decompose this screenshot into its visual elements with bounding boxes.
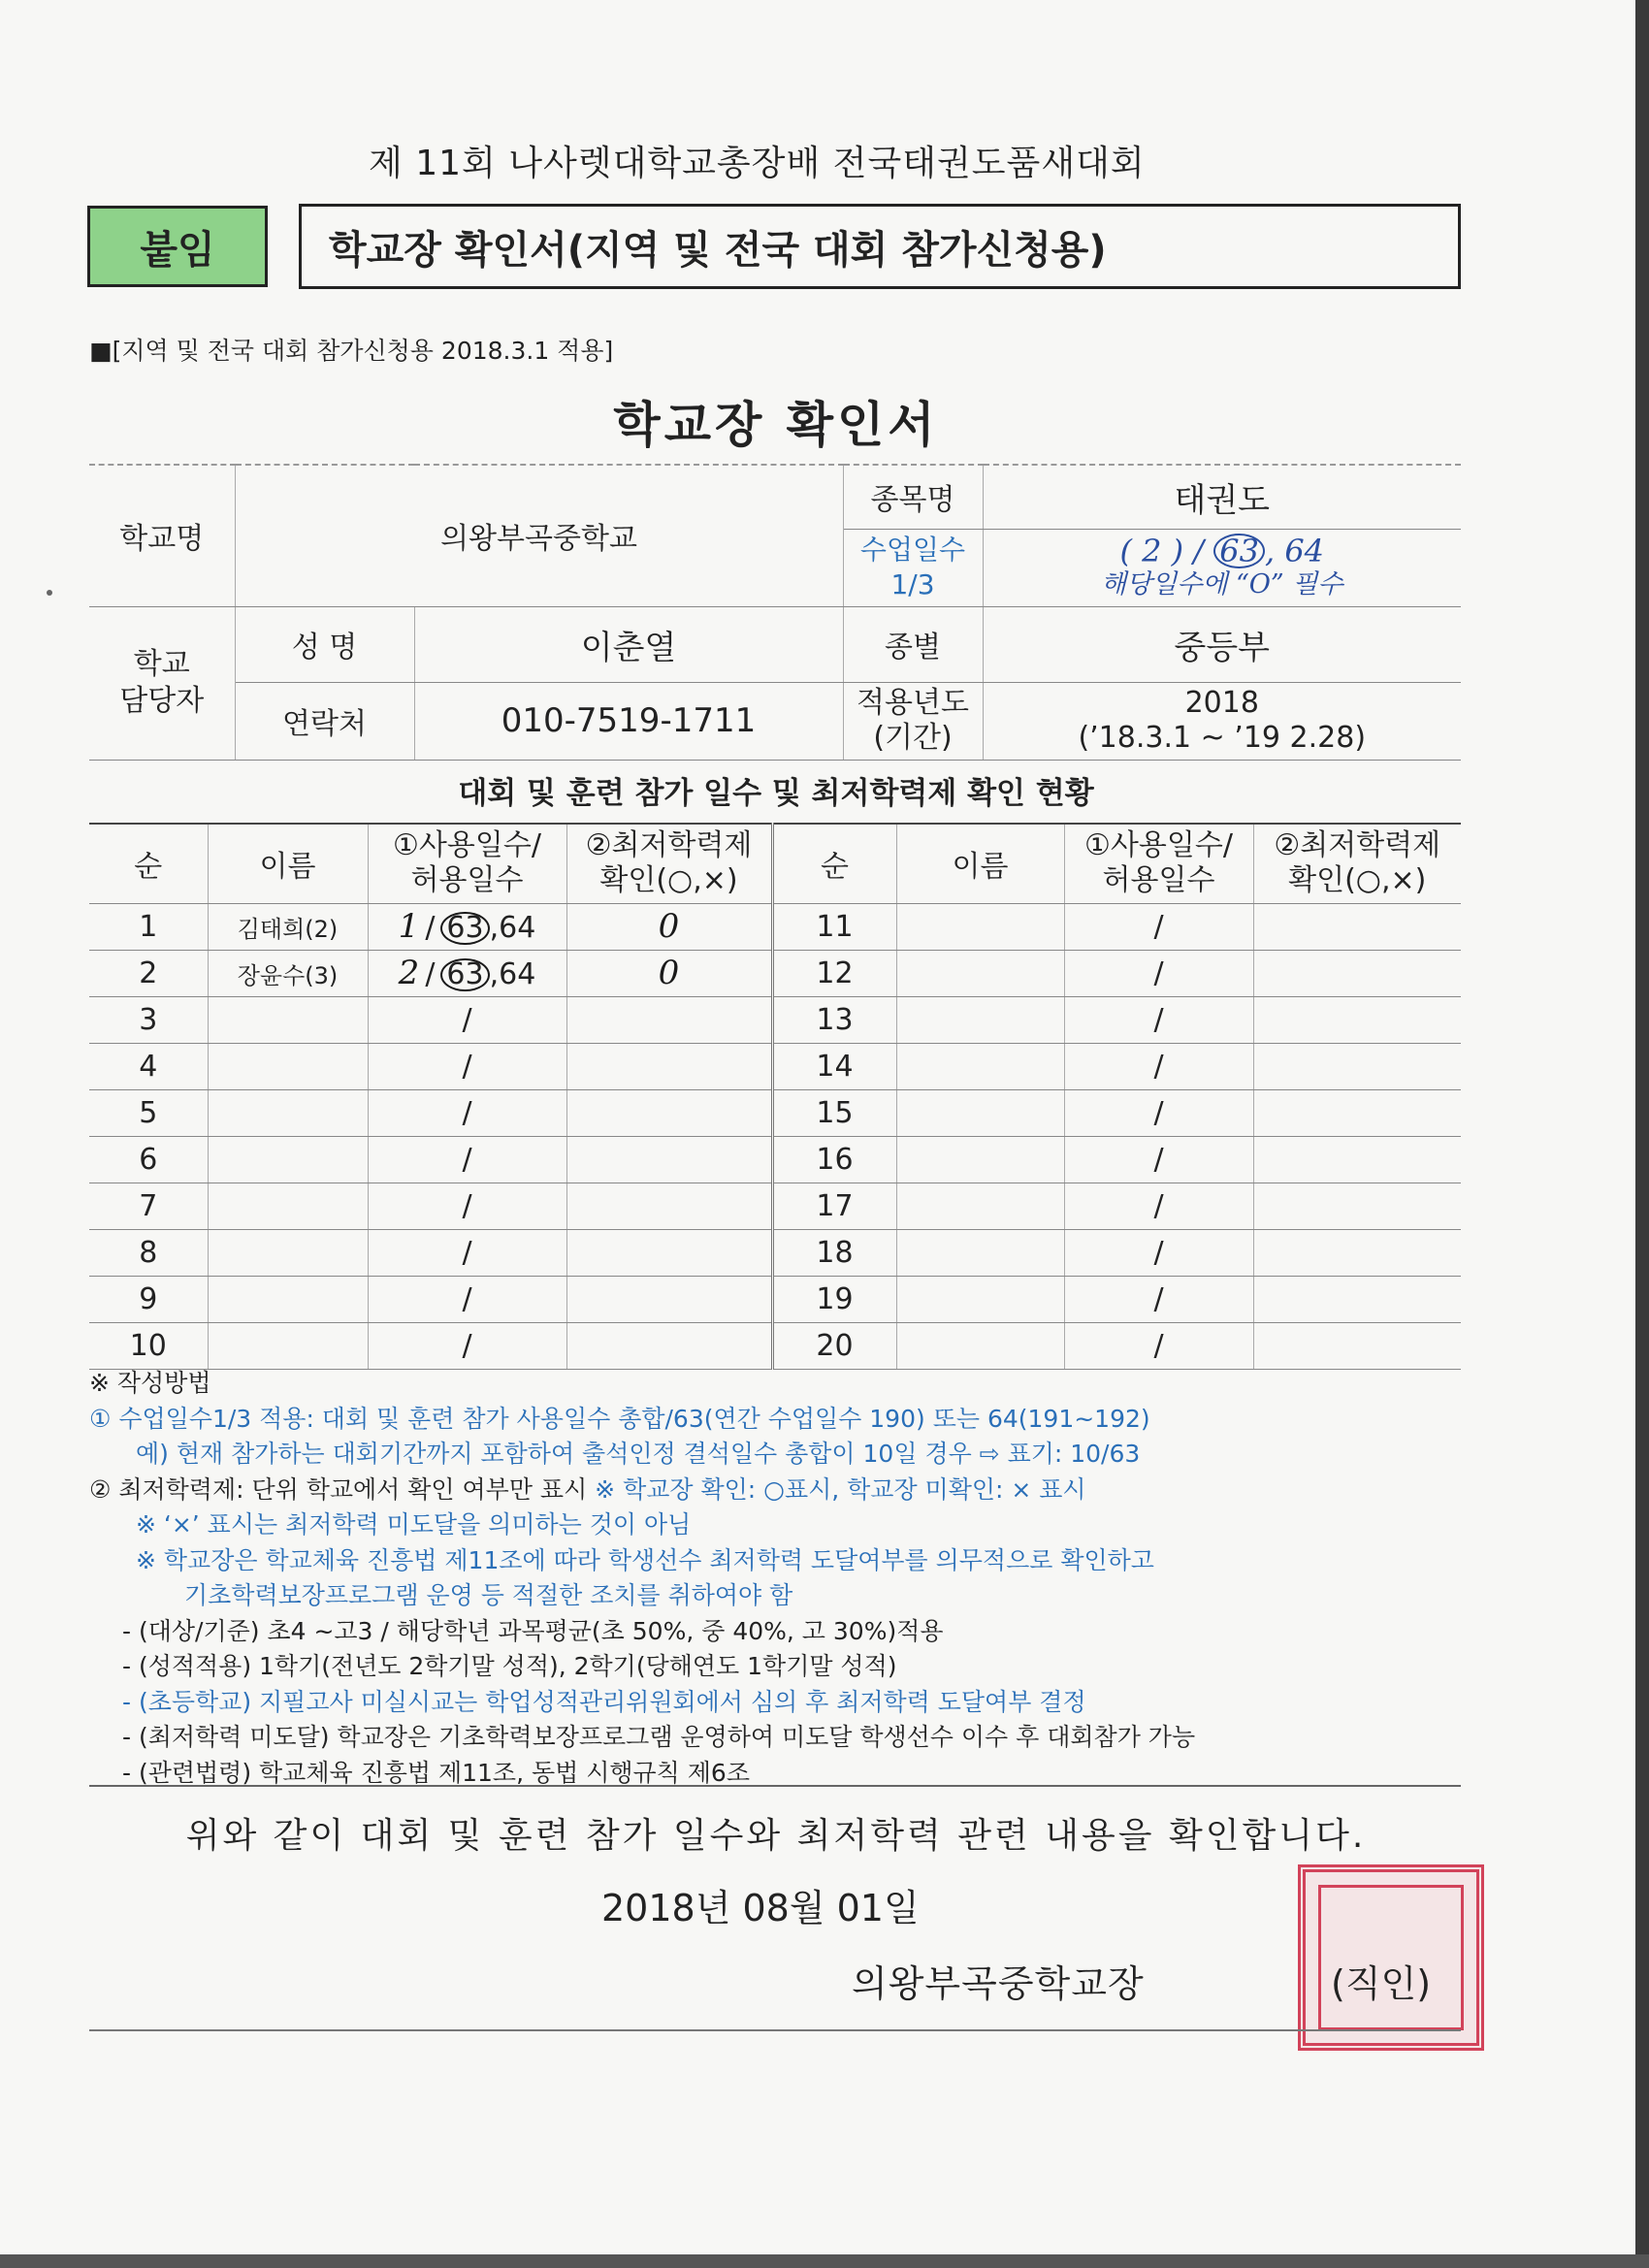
- row-number: 4: [89, 1043, 208, 1089]
- row-check: [566, 1322, 772, 1369]
- row-number: 20: [772, 1322, 896, 1369]
- name-value: 이춘열: [414, 606, 843, 682]
- roster-header-days-1: ①사용일수/: [393, 828, 541, 863]
- class-days-label: [843, 529, 983, 606]
- row-days-sep: /: [462, 1002, 472, 1037]
- table-row: [89, 1089, 1461, 1136]
- row-number: 9: [89, 1276, 208, 1322]
- instructions: [89, 1366, 1467, 1791]
- row-check: [1253, 1229, 1461, 1276]
- row-name: [896, 1322, 1064, 1369]
- row-days: /: [1064, 1136, 1253, 1183]
- row-number: 16: [772, 1136, 896, 1183]
- table-row: [89, 1136, 1461, 1183]
- row-name: [896, 1043, 1064, 1089]
- row-check: [1253, 950, 1461, 996]
- note-2: [89, 1473, 1467, 1508]
- row-days-used: 2: [398, 954, 420, 992]
- row-name: [208, 1183, 368, 1229]
- row-days-sep: /: [462, 1142, 472, 1177]
- row-check: [566, 1276, 772, 1322]
- roster-table: [89, 823, 1461, 1370]
- row-days-circled: 63: [440, 912, 489, 945]
- note-3: ※ ‘×’ 표시는 최저학력 미도달을 의미하는 것이 아님: [136, 1510, 692, 1539]
- manager-label: [89, 606, 235, 760]
- row-name: [896, 996, 1064, 1043]
- row-days-used: 1: [398, 907, 420, 946]
- row-days: [368, 950, 566, 996]
- division-label: 종별: [843, 606, 983, 682]
- scan-spot: [47, 590, 52, 596]
- confirmation-statement: 위와 같이 대회 및 훈련 참가 일수와 최저학력 관련 내용을 확인합니다.: [185, 1816, 1367, 1856]
- row-number: 10: [89, 1322, 208, 1369]
- row-name: [208, 1043, 368, 1089]
- row-number: 3: [89, 996, 208, 1043]
- class-days-hint: 해당일수에 “O” 필수: [1101, 569, 1343, 599]
- form-note: ■[지역 및 전국 대회 참가신청용 2018.3.1 적용]: [89, 337, 614, 365]
- note-4a: ※ 학교장은 학교체육 진흥법 제11조에 따라 학생선수 최저학력 도달여부를 의무적으로 확인하고: [136, 1545, 1154, 1574]
- row-number: 14: [772, 1043, 896, 1089]
- row-days: /: [1064, 1322, 1253, 1369]
- row-check: [1253, 903, 1461, 950]
- row-days-sep: /: [462, 1095, 472, 1130]
- row-days-sep: /: [462, 1235, 472, 1270]
- row-number: 1: [89, 903, 208, 950]
- note-4b: 기초학력보장프로그램 운영 등 적절한 조치를 취하여야 함: [184, 1581, 793, 1609]
- header-title: 학교장 확인서(지역 및 전국 대회 참가신청용): [299, 204, 1461, 289]
- row-days: [368, 1089, 566, 1136]
- contact-value: 010-7519-1711: [414, 682, 843, 760]
- division-value: 중등부: [983, 606, 1461, 682]
- row-check: [566, 1043, 772, 1089]
- row-days: /: [1064, 996, 1253, 1043]
- row-check: 0: [566, 950, 772, 996]
- row-days: [368, 1322, 566, 1369]
- table-row: [89, 1322, 1461, 1369]
- principal-name: 의왕부곡중학교장: [852, 1962, 1145, 2005]
- row-number: 7: [89, 1183, 208, 1229]
- row-number: 19: [772, 1276, 896, 1322]
- class-days-label-2: 1/3: [890, 568, 935, 600]
- year-label: [843, 682, 983, 760]
- table-row: [89, 996, 1461, 1043]
- note-d3: - (초등학교) 지필고사 미실시교는 학업성적관리위원회에서 심의 후 최저학력 도달여부 결정: [122, 1687, 1086, 1716]
- row-name: [896, 903, 1064, 950]
- roster-header-check-right: [1253, 824, 1461, 903]
- row-number: 17: [772, 1183, 896, 1229]
- row-days: /: [1064, 1229, 1253, 1276]
- school-label: 학교명: [89, 465, 235, 606]
- row-number: 15: [772, 1089, 896, 1136]
- roster-header-name: 이름: [208, 824, 368, 903]
- row-days: [368, 996, 566, 1043]
- roster-header-check: [566, 824, 772, 903]
- row-check: 0: [566, 903, 772, 950]
- row-days: /: [1064, 950, 1253, 996]
- roster-header-check-right-1: ②최저학력제: [1274, 828, 1441, 863]
- note-2-highlight: ※ 학교장 확인: ○표시, 학교장 미확인: × 표시: [595, 1474, 1086, 1504]
- row-check: [566, 996, 772, 1043]
- row-days-sep: /: [462, 1281, 472, 1316]
- roster-header-days: [368, 824, 566, 903]
- row-name: [208, 1089, 368, 1136]
- manager-label-2: 담당자: [119, 684, 205, 718]
- row-name: [208, 1136, 368, 1183]
- class-days-used: ( 2 ) /: [1119, 533, 1214, 569]
- row-days-sep: /: [462, 1188, 472, 1223]
- table-row: [89, 1183, 1461, 1229]
- row-name: 김태희(2): [208, 903, 368, 950]
- contact-label: 연락처: [235, 682, 414, 760]
- table-row: [89, 1043, 1461, 1089]
- row-check: [1253, 1183, 1461, 1229]
- row-check: [1253, 1322, 1461, 1369]
- row-check: [566, 1089, 772, 1136]
- year-label-1: 적용년도: [857, 686, 969, 720]
- row-name: [896, 1229, 1064, 1276]
- year-value-2: (’18.3.1 ~ ’19 2.28): [1078, 721, 1367, 755]
- row-name: [896, 1183, 1064, 1229]
- row-days: /: [1064, 903, 1253, 950]
- row-name: 장윤수(3): [208, 950, 368, 996]
- row-number: 12: [772, 950, 896, 996]
- scan-edge-bottom: [0, 2254, 1649, 2268]
- row-check: [1253, 996, 1461, 1043]
- note-d5: - (관련법령) 학교체육 진흥법 제11조, 동법 시행규칙 제6조: [122, 1758, 750, 1787]
- row-name: [208, 1322, 368, 1369]
- document-title: 학교장 확인서: [613, 397, 939, 453]
- year-value: [983, 682, 1461, 760]
- note-1a: ① 수업일수1/3 적용: 대회 및 훈련 참가 사용일수 총합/63(연간 수업일수 190) 또는 64(191~192): [89, 1404, 1150, 1433]
- school-name: 의왕부곡중학교: [235, 465, 843, 606]
- roster-header-days-right-1: ①사용일수/: [1084, 828, 1233, 863]
- divider-line: [89, 1785, 1461, 1787]
- note-d2: - (성적적용) 1학기(전년도 2학기말 성적), 2학기(당해연도 1학기말 성적): [122, 1652, 897, 1680]
- roster-header-days-right-2: 허용일수: [1102, 863, 1215, 898]
- roster-header-days-right: [1064, 824, 1253, 903]
- event-title: 제 11회 나사렛대학교총장배 전국태권도품새대회: [369, 144, 1146, 183]
- row-check: [1253, 1276, 1461, 1322]
- note-d1: - (대상/기준) 초4 ~고3 / 해당학년 과목평균(초 50%, 중 40%, 고 30%)적용: [122, 1616, 944, 1645]
- row-name: [208, 1276, 368, 1322]
- roster-header-check-1: ②최저학력제: [585, 828, 753, 863]
- notes-heading: ※ 작성방법: [89, 1369, 211, 1397]
- row-number: 18: [772, 1229, 896, 1276]
- row-name: [896, 950, 1064, 996]
- row-name: [208, 1229, 368, 1276]
- row-days-allowed: ,64: [489, 957, 536, 991]
- row-days: [368, 903, 566, 950]
- table-row: [89, 903, 1461, 950]
- row-number: 8: [89, 1229, 208, 1276]
- roster-header-check-2: 확인(○,×): [599, 863, 738, 898]
- row-days: [368, 1229, 566, 1276]
- row-days-sep: /: [425, 957, 436, 991]
- row-days: /: [1064, 1089, 1253, 1136]
- row-days: [368, 1136, 566, 1183]
- table-row: [89, 950, 1461, 996]
- sport-label: 종목명: [843, 465, 983, 529]
- row-days: [368, 1276, 566, 1322]
- row-check: [566, 1183, 772, 1229]
- row-name: [896, 1276, 1064, 1322]
- row-number: 13: [772, 996, 896, 1043]
- row-days-sep: /: [425, 911, 436, 945]
- year-value-1: 2018: [1184, 686, 1259, 720]
- scan-edge-right: [1635, 0, 1649, 2268]
- document-date: 2018년 08월 01일: [601, 1887, 920, 1929]
- row-check: [1253, 1043, 1461, 1089]
- sport-value: 태권도: [983, 465, 1461, 529]
- row-days: /: [1064, 1043, 1253, 1089]
- class-days-label-1: 수업일수: [859, 534, 966, 566]
- name-label: 성 명: [235, 606, 414, 682]
- row-number: 5: [89, 1089, 208, 1136]
- roster-header-no: 순: [89, 824, 208, 903]
- roster-header-name-2: 이름: [896, 824, 1064, 903]
- table-row: [89, 1229, 1461, 1276]
- bottom-divider: [89, 2029, 1461, 2031]
- note-1b: 예) 현재 참가하는 대회기간까지 포함하여 출석인정 결석일수 총합이 10일 경우 ⇨ 표기: 10/63: [136, 1440, 1141, 1468]
- class-days-alt: , 64: [1264, 533, 1325, 569]
- row-days: [368, 1043, 566, 1089]
- row-days-allowed: ,64: [489, 911, 536, 945]
- seal-label: (직인): [1331, 1962, 1432, 2005]
- row-check: [1253, 1136, 1461, 1183]
- row-days-sep: /: [462, 1049, 472, 1084]
- roster-header-no-2: 순: [772, 824, 896, 903]
- row-name: [208, 996, 368, 1043]
- row-name: [896, 1089, 1064, 1136]
- row-number: 2: [89, 950, 208, 996]
- row-days: /: [1064, 1183, 1253, 1229]
- row-days: [368, 1183, 566, 1229]
- attach-tag: 붙임: [87, 206, 268, 287]
- table-row: [89, 1276, 1461, 1322]
- note-2-text: ② 최저학력제: 단위 학교에서 확인 여부만 표시: [89, 1474, 596, 1504]
- row-check: [566, 1136, 772, 1183]
- manager-label-1: 학교: [133, 647, 190, 681]
- row-days-sep: /: [462, 1328, 472, 1363]
- note-d4: - (최저학력 미도달) 학교장은 기초학력보장프로그램 운영하여 미도달 학생선수 이수 후 대회참가 가능: [122, 1723, 1196, 1751]
- row-name: [896, 1136, 1064, 1183]
- school-info-table: [89, 464, 1461, 761]
- roster-header-check-right-2: 확인(○,×): [1288, 863, 1427, 898]
- section-title: 대회 및 훈련 참가 일수 및 최저학력제 확인 현황: [458, 776, 1094, 811]
- row-number: 11: [772, 903, 896, 950]
- row-days-circled: 63: [440, 958, 489, 991]
- year-label-2: (기간): [873, 721, 953, 755]
- class-days-circled: 63: [1213, 534, 1265, 568]
- roster-header-days-2: 허용일수: [410, 863, 524, 898]
- row-number: 6: [89, 1136, 208, 1183]
- class-days-value: [983, 529, 1461, 606]
- row-check: [1253, 1089, 1461, 1136]
- row-days: /: [1064, 1276, 1253, 1322]
- row-check: [566, 1229, 772, 1276]
